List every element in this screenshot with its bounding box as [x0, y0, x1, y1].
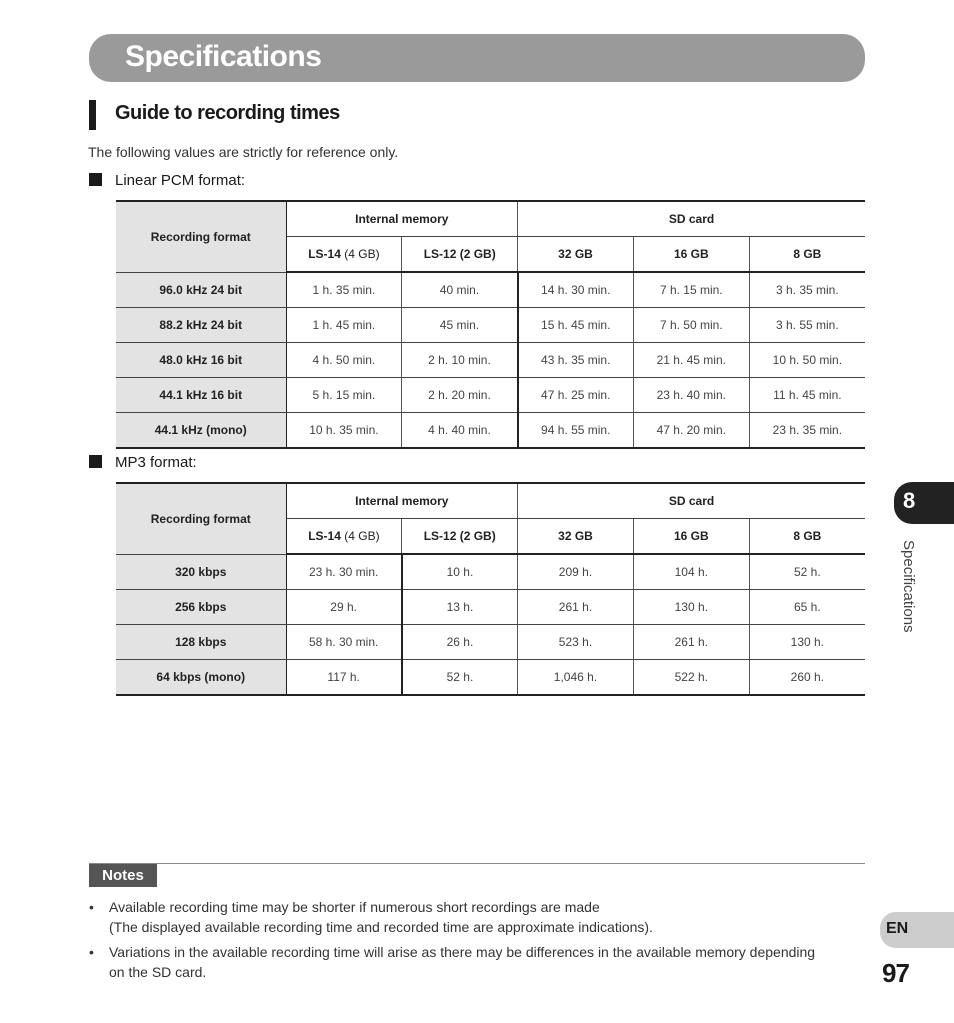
row-format: 88.2 kHz 24 bit: [116, 308, 286, 343]
cell: 130 h.: [633, 590, 749, 625]
table-row: [116, 308, 865, 343]
language-label: EN: [886, 920, 909, 937]
section-marker: [89, 100, 96, 130]
section-heading-text: Guide to recording times: [115, 102, 340, 124]
col-sd-8gb: 8 GB: [749, 237, 865, 273]
cell: 26 h.: [402, 625, 518, 660]
col-sd-card: SD card: [518, 483, 865, 519]
page-title: Specifications: [125, 40, 322, 73]
table-row: [116, 413, 865, 449]
page-number: 97: [882, 958, 909, 988]
row-format: 44.1 kHz 16 bit: [116, 378, 286, 413]
ls14-capacity: (4 GB): [340, 529, 380, 543]
cell: 2 h. 20 min.: [402, 378, 518, 413]
cell: 10 h. 35 min.: [286, 413, 402, 449]
notes-divider: [89, 863, 865, 864]
cell: 29 h.: [286, 590, 402, 625]
row-format: 44.1 kHz (mono): [116, 413, 286, 449]
col-recording-format: Recording format: [116, 483, 286, 554]
table-row: [116, 343, 865, 378]
cell: 3 h. 55 min.: [749, 308, 865, 343]
table-header-row: [116, 483, 865, 519]
col-sd-card: SD card: [518, 201, 865, 237]
cell: 7 h. 15 min.: [633, 272, 749, 308]
intro-text: The following values are strictly for reference only.: [88, 144, 399, 160]
col-ls12: LS-12 (2 GB): [402, 519, 518, 555]
cell: 47 h. 20 min.: [633, 413, 749, 449]
cell: 1,046 h.: [518, 660, 634, 696]
cell: 65 h.: [749, 590, 865, 625]
table-row: [116, 625, 865, 660]
cell: 21 h. 45 min.: [633, 343, 749, 378]
square-bullet-icon: [89, 455, 102, 468]
mp3-label: MP3 format:: [115, 454, 197, 471]
pcm-table: [116, 200, 865, 449]
pcm-label: Linear PCM format:: [115, 172, 246, 189]
cell: 94 h. 55 min.: [518, 413, 634, 449]
cell: 52 h.: [749, 554, 865, 590]
cell: 2 h. 10 min.: [402, 343, 518, 378]
cell: 43 h. 35 min.: [518, 343, 634, 378]
cell: 261 h.: [518, 590, 634, 625]
row-format: 64 kbps (mono): [116, 660, 286, 696]
cell: 11 h. 45 min.: [749, 378, 865, 413]
cell: 1 h. 35 min.: [286, 272, 402, 308]
col-ls14: [286, 519, 402, 555]
col-internal-memory: Internal memory: [286, 483, 518, 519]
cell: 1 h. 45 min.: [286, 308, 402, 343]
bullet: •: [89, 899, 94, 915]
ls14-model: LS-14: [308, 529, 341, 543]
cell: 7 h. 50 min.: [633, 308, 749, 343]
note-item: [89, 897, 829, 937]
cell: 260 h.: [749, 660, 865, 696]
mp3-subheading: [89, 454, 197, 471]
cell: 117 h.: [286, 660, 402, 696]
cell: 23 h. 30 min.: [286, 554, 402, 590]
ls14-capacity: (4 GB): [340, 247, 380, 261]
col-ls14: [286, 237, 402, 273]
cell: 14 h. 30 min.: [518, 272, 634, 308]
table-row: [116, 660, 865, 696]
note-item: [89, 942, 829, 982]
ls14-model: LS-14: [308, 247, 341, 261]
chapter-tab: [894, 482, 954, 524]
cell: 4 h. 50 min.: [286, 343, 402, 378]
note-text: Available recording time may be shorter if numerous short recordings are made (The displayed available recording time and recorded time are approximate indications).: [109, 899, 653, 935]
col-sd-32gb: 32 GB: [518, 519, 634, 555]
chapter-number: 8: [903, 488, 916, 513]
cell: 10 h. 50 min.: [749, 343, 865, 378]
mp3-table: [116, 482, 865, 696]
bullet: •: [89, 944, 94, 960]
page-title-bar: [89, 34, 865, 82]
cell: 104 h.: [633, 554, 749, 590]
square-bullet-icon: [89, 173, 102, 186]
col-sd-32gb: 32 GB: [518, 237, 634, 273]
pcm-subheading: [89, 172, 245, 189]
row-format: 96.0 kHz 24 bit: [116, 272, 286, 308]
table-row: [116, 378, 865, 413]
table-row: [116, 590, 865, 625]
row-format: 128 kbps: [116, 625, 286, 660]
cell: 52 h.: [402, 660, 518, 696]
cell: 23 h. 40 min.: [633, 378, 749, 413]
cell: 15 h. 45 min.: [518, 308, 634, 343]
table-row: [116, 554, 865, 590]
cell: 5 h. 15 min.: [286, 378, 402, 413]
language-tab: [880, 912, 954, 948]
note-text: Variations in the available recording time will arise as there may be differences in the available memory depending on the SD card.: [109, 944, 816, 980]
cell: 23 h. 35 min.: [749, 413, 865, 449]
cell: 261 h.: [633, 625, 749, 660]
col-sd-16gb: 16 GB: [633, 519, 749, 555]
row-format: 48.0 kHz 16 bit: [116, 343, 286, 378]
cell: 58 h. 30 min.: [286, 625, 402, 660]
cell: 4 h. 40 min.: [402, 413, 518, 449]
cell: 3 h. 35 min.: [749, 272, 865, 308]
cell: 47 h. 25 min.: [518, 378, 634, 413]
cell: 13 h.: [402, 590, 518, 625]
row-format: 320 kbps: [116, 554, 286, 590]
col-ls12: LS-12 (2 GB): [402, 237, 518, 273]
cell: 45 min.: [402, 308, 518, 343]
chapter-label: Specifications: [900, 540, 917, 633]
cell: 209 h.: [518, 554, 634, 590]
cell: 10 h.: [402, 554, 518, 590]
row-format: 256 kbps: [116, 590, 286, 625]
cell: 523 h.: [518, 625, 634, 660]
col-sd-16gb: 16 GB: [633, 237, 749, 273]
table-header-row: [116, 201, 865, 237]
table-row: [116, 272, 865, 308]
cell: 130 h.: [749, 625, 865, 660]
cell: 522 h.: [633, 660, 749, 696]
col-sd-8gb: 8 GB: [749, 519, 865, 555]
cell: 40 min.: [402, 272, 518, 308]
col-internal-memory: Internal memory: [286, 201, 518, 237]
col-recording-format: Recording format: [116, 201, 286, 272]
notes-badge: Notes: [89, 864, 157, 887]
